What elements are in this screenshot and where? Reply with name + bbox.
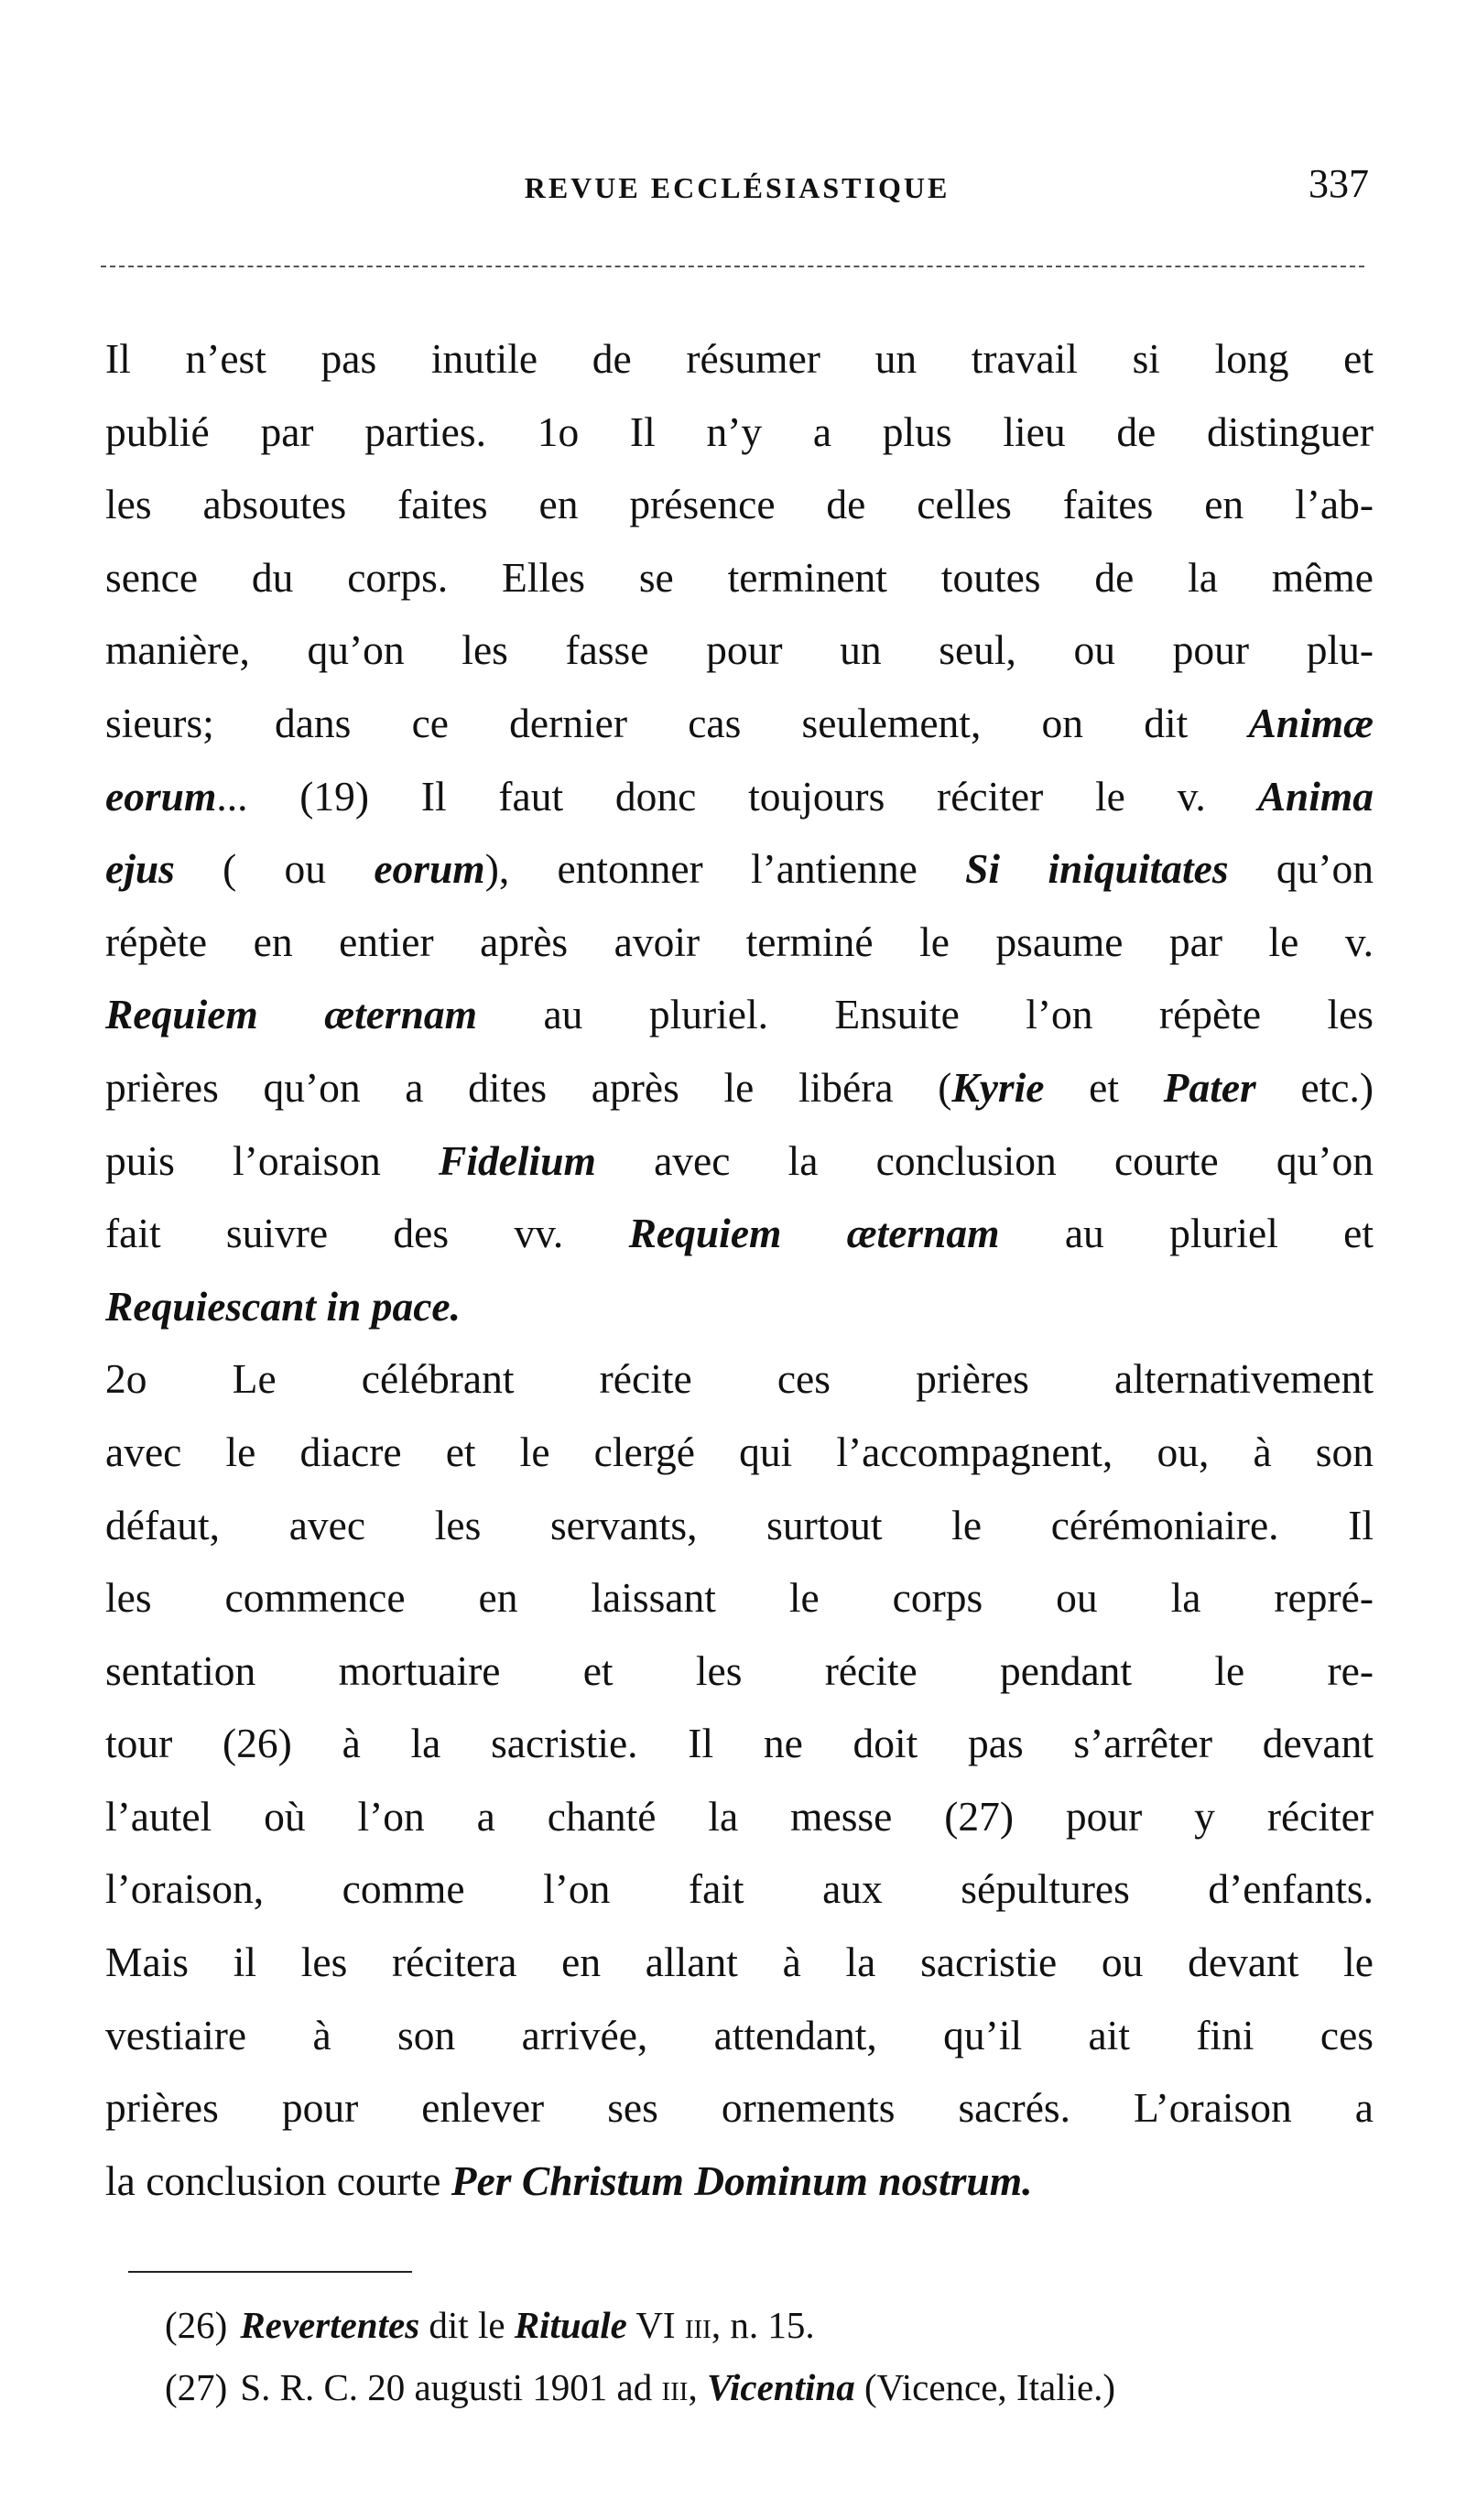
text-line: ejus ( ou eorum), entonner l’antienne Si iniquitates qu’on — [105, 845, 1374, 893]
text-line: puis l’oraison Fidelium avec la conclusion courte qu’on — [105, 1136, 1374, 1184]
text-line: fait suivre des vv. Requiem æternam au pluriel et — [105, 1210, 1374, 1257]
paragraph-2 — [105, 1342, 1374, 2217]
text-line: tour (26) à la sacristie. Il ne doit pas s’arrêter devant — [105, 1720, 1374, 1767]
text-line: l’oraison, comme l’on fait aux sépultures d’enfants. — [105, 1865, 1374, 1913]
text-line: l’autel où l’on a chanté la messe (27) pour y réciter — [105, 1792, 1374, 1840]
text-line: répète en entier après avoir terminé le psaume par le v. — [105, 918, 1374, 965]
header-divider — [101, 266, 1364, 267]
text-line: Il n’est pas inutile de résumer un travail si long et — [105, 335, 1374, 382]
text-line: les absoutes faites en présence de celles faites en l’ab- — [105, 481, 1374, 528]
footnote-number: (26) — [165, 2304, 228, 2346]
running-title: REVUE ECCLÉSIASTIQUE — [524, 171, 950, 204]
text-line: prières pour enlever ses ornements sacrés. L’oraison a — [105, 2084, 1374, 2132]
text-line: vestiaire à son arrivée, attendant, qu’il ait fini ces — [105, 2011, 1374, 2058]
main-text — [105, 322, 1374, 2217]
text-line: publié par parties. 1o Il n’y a plus lieu de distinguer — [105, 407, 1374, 455]
text-line: manière, qu’on les fasse pour un seul, ou pour plu- — [105, 626, 1374, 674]
text-line: Mais il les récitera en allant à la sacristie ou devant le — [105, 1939, 1374, 1986]
footnote-number: (27) — [165, 2366, 228, 2408]
footnote-divider — [128, 2271, 412, 2273]
page-header — [105, 160, 1369, 215]
text-line: la conclusion courte Per Christum Dominum nostrum. — [105, 2156, 1033, 2204]
text-line: 2o Le célébrant récite ces prières alternativement — [105, 1355, 1374, 1403]
text-line: prières qu’on a dites après le libéra (Kyrie et Pater etc.) — [105, 1063, 1374, 1111]
text-line: avec le diacre et le clergé qui l’accompagnent, ou, à son — [105, 1428, 1374, 1475]
text-line: sentation mortuaire et les récite pendant le re- — [105, 1646, 1374, 1694]
text-line: Requiem æternam au pluriel. Ensuite l’on répète les — [105, 991, 1374, 1038]
footnote-26: (26) Revertentes dit le Rituale VI iii, n. 15. — [165, 2304, 815, 2346]
text-line: sieurs; dans ce dernier cas seulement, on dit Animæ — [105, 699, 1374, 746]
footnote-27: (27) S. R. C. 20 augusti 1901 ad iii, Vicentina (Vicence, Italie.) — [165, 2366, 1116, 2408]
text-line: sence du corps. Elles se terminent toutes de la même — [105, 553, 1374, 601]
text-line: défaut, avec les servants, surtout le cérémoniaire. Il — [105, 1501, 1374, 1548]
text-line: eorum... (19) Il faut donc toujours réciter le v. Anima — [105, 772, 1374, 820]
text-line: les commence en laissant le corps ou la repré- — [105, 1574, 1374, 1622]
footnotes — [165, 2294, 1392, 2418]
text-line: Requiescant in pace. — [105, 1282, 461, 1330]
page-number: 337 — [1309, 161, 1369, 206]
paragraph-1 — [105, 322, 1374, 1342]
